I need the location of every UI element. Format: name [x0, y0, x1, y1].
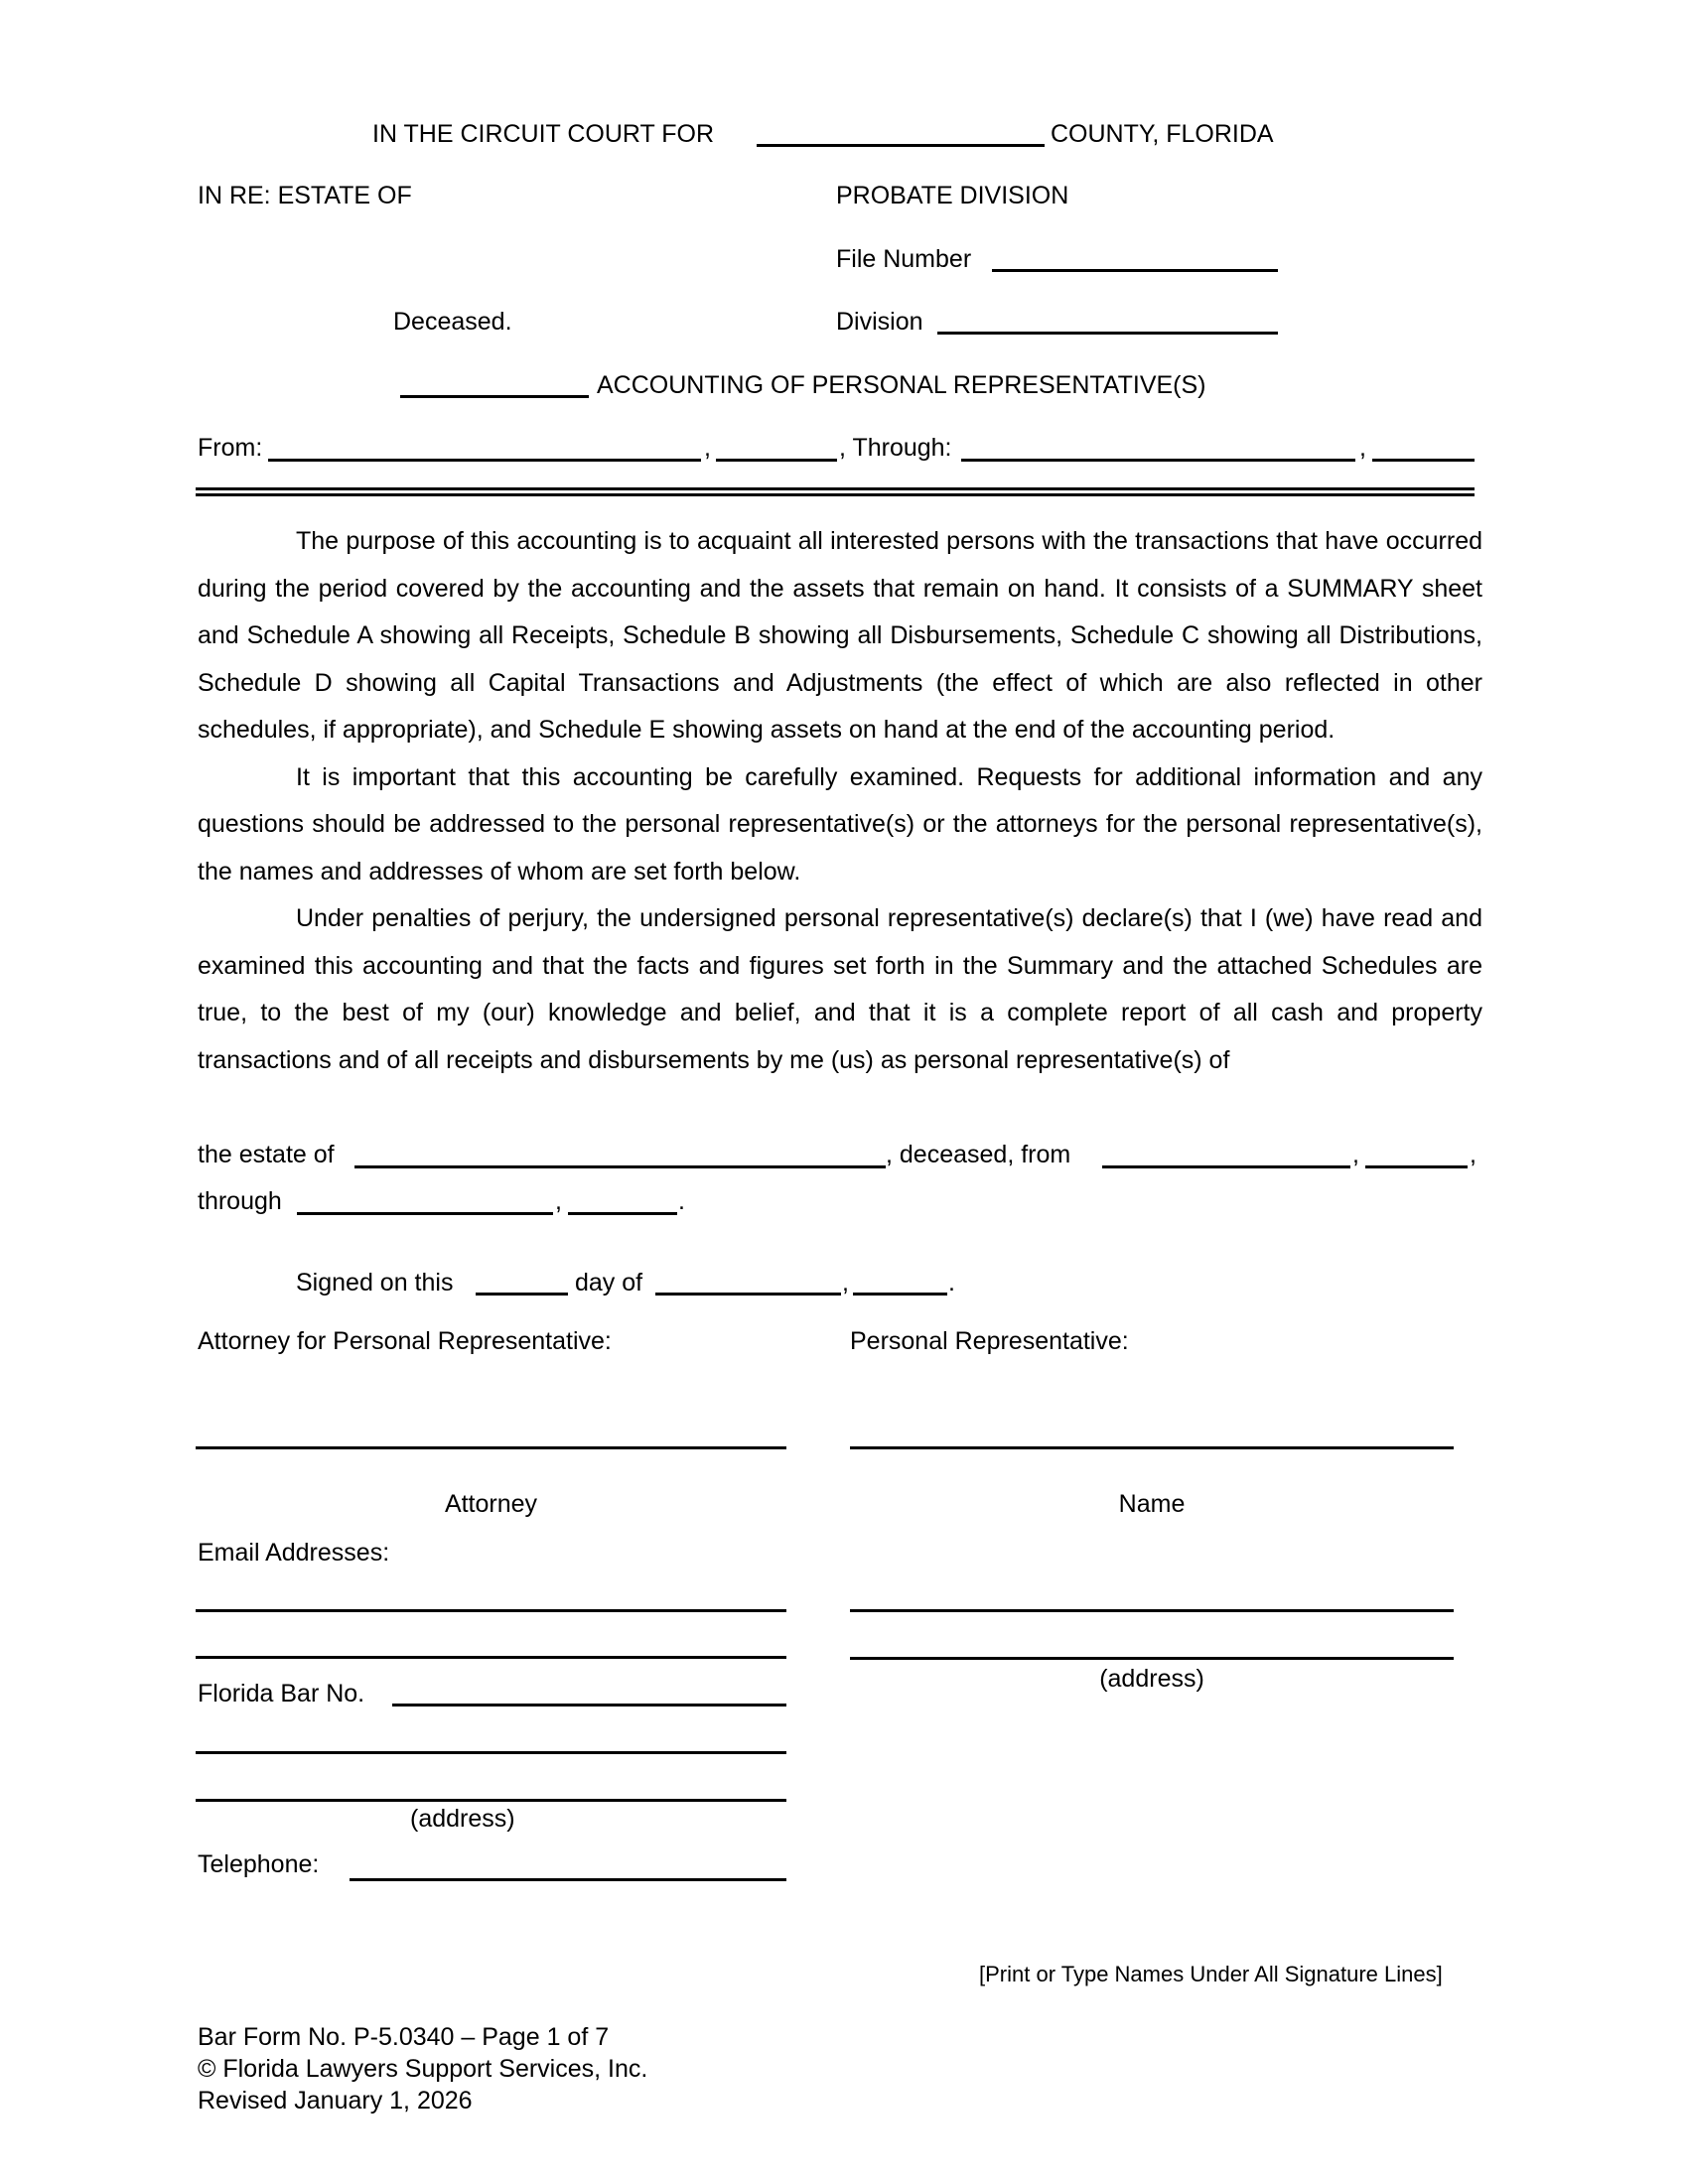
signed-year-field[interactable]: [853, 1293, 947, 1296]
telephone-field[interactable]: [350, 1878, 786, 1881]
copyright: © Florida Lawyers Support Services, Inc.: [198, 2055, 648, 2083]
estate-name-field[interactable]: [354, 1165, 886, 1168]
probate-division-label: PROBATE DIVISION: [836, 182, 1069, 209]
period-from-date-field[interactable]: [1102, 1165, 1350, 1168]
from-label: From:: [198, 434, 263, 462]
through-text: through: [198, 1187, 282, 1215]
form-number: Bar Form No. P-5.0340 – Page 1 of 7: [198, 2023, 610, 2051]
pr-address-line-2[interactable]: [850, 1657, 1454, 1660]
attorney-email-line-2[interactable]: [196, 1656, 786, 1659]
court-suffix: COUNTY, FLORIDA: [1051, 120, 1274, 148]
pr-signature-line[interactable]: [850, 1446, 1454, 1449]
period-through-comma: ,: [555, 1187, 562, 1215]
from-year-field[interactable]: [716, 459, 837, 462]
through-label: , Through:: [839, 434, 952, 462]
court-prefix: IN THE CIRCUIT COURT FOR: [372, 120, 715, 148]
signed-on-label: Signed on this: [296, 1269, 454, 1297]
body-text: [198, 518, 1482, 1084]
attorney-email-line-1[interactable]: [196, 1609, 786, 1612]
attorney-caption: Attorney: [444, 1490, 538, 1518]
period-through-year-field[interactable]: [568, 1212, 677, 1215]
name-caption: Name: [1118, 1490, 1186, 1518]
through-comma: ,: [1359, 434, 1366, 462]
signed-month-field[interactable]: [655, 1293, 841, 1296]
deceased-from-label: , deceased, from: [886, 1141, 1071, 1168]
signed-period: .: [948, 1269, 955, 1297]
email-addresses-label: Email Addresses:: [198, 1539, 390, 1567]
paragraph-examination: It is important that this accounting be carefully examined. Requests for additional information and any questions should be addressed to the personal representative(s) or the attorneys for the personal representative(s), the names and addresses of whom are set forth below.: [198, 762, 1482, 886]
revised-date: Revised January 1, 2026: [198, 2087, 473, 2115]
estate-of-label: the estate of: [198, 1141, 335, 1168]
period-through-period: .: [678, 1187, 685, 1215]
day-of-label: day of: [575, 1269, 643, 1297]
personal-representative-heading: Personal Representative:: [850, 1327, 1129, 1355]
attorney-heading: Attorney for Personal Representative:: [198, 1327, 612, 1355]
signed-comma: ,: [842, 1269, 849, 1297]
double-rule-top: [196, 487, 1475, 490]
deceased-label: Deceased.: [393, 308, 512, 336]
period-through-date-field[interactable]: [297, 1212, 553, 1215]
paragraph-purpose: The purpose of this accounting is to acquaint all interested persons with the transactions that have occurred during the period covered by the accounting and the assets that remain on hand. It consists of a SUMMARY sheet and Schedule A showing all Receipts, Schedule B showing all Disbursements, Schedule C showing all Distributions, Schedule D showing all Capital Transactions and Adjustments (the effect of which are also reflected in other schedules, if appropriate), and Schedule E showing assets on hand at the end of the accounting period.: [198, 527, 1482, 744]
through-date-field[interactable]: [961, 459, 1355, 462]
attorney-address-line-1[interactable]: [196, 1751, 786, 1754]
attorney-address-line-2[interactable]: [196, 1799, 786, 1802]
through-year-field[interactable]: [1372, 459, 1475, 462]
document-title: ACCOUNTING OF PERSONAL REPRESENTATIVE(S): [597, 371, 1206, 399]
florida-bar-number-field[interactable]: [392, 1704, 786, 1706]
attorney-address-caption: (address): [410, 1805, 515, 1833]
period-from-comma: ,: [1352, 1141, 1359, 1168]
attorney-signature-line[interactable]: [196, 1446, 786, 1449]
double-rule-bottom: [196, 493, 1475, 496]
signed-day-field[interactable]: [476, 1293, 568, 1296]
from-comma: ,: [704, 434, 711, 462]
pr-address-line-1[interactable]: [850, 1609, 1454, 1612]
telephone-label: Telephone:: [198, 1850, 320, 1878]
file-number-field[interactable]: [992, 269, 1278, 272]
period-from-year-field[interactable]: [1365, 1165, 1468, 1168]
period-from-year-comma: ,: [1470, 1141, 1477, 1168]
from-date-field[interactable]: [268, 459, 701, 462]
accounting-type-field[interactable]: [400, 395, 589, 398]
in-re-estate-label: IN RE: ESTATE OF: [198, 182, 412, 209]
file-number-label: File Number: [836, 245, 972, 273]
florida-bar-label: Florida Bar No.: [198, 1680, 365, 1707]
paragraph-perjury: Under penalties of perjury, the undersigned personal representative(s) declare(s) that I (we) have read and examined this accounting and that the facts and figures set forth in the Summary and the attached Schedules are true, to the best of my (our) knowledge and belief, and that it is a complete report of all cash and property transactions and of all receipts and disbursements by me (us) as personal representative(s) of: [198, 904, 1482, 1074]
county-field[interactable]: [757, 144, 1045, 147]
print-names-note: [Print or Type Names Under All Signature Lines]: [979, 1962, 1443, 1986]
division-label: Division: [836, 308, 923, 336]
pr-address-caption: (address): [1099, 1665, 1204, 1693]
division-field[interactable]: [937, 332, 1278, 335]
